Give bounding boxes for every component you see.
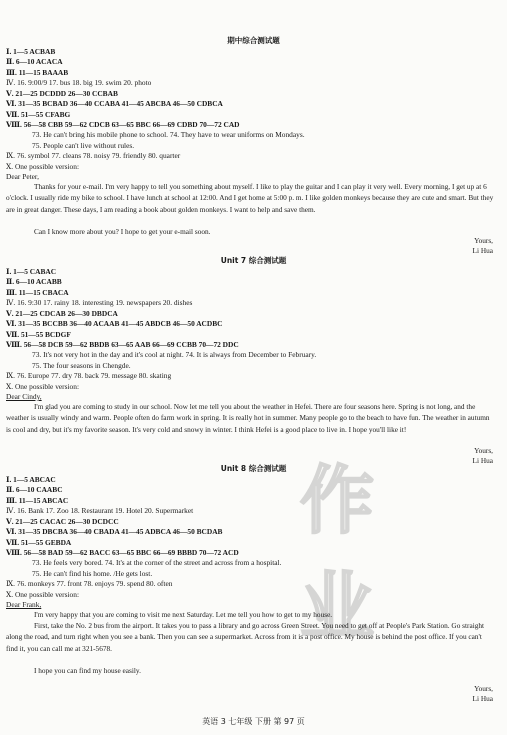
midterm-letter-yours: Yours, — [474, 236, 493, 245]
unit8-part-10: Ⅹ. One possible version: — [6, 590, 80, 599]
midterm-letter-body: Thanks for your e-mail. I'm very happy to tell you something about myself. I like to play the guitar and I can play it very well. Every morning, I get up at 6 o'clock. I usually ride my bike to school. I have lunch at school at 12:00. And I get home at 5:00 p. m. I like golden monkeys because they are cute and smart. But they are in great danger. These days, I am reading a book about golden monkeys. I want to help and save them. — [6, 182, 494, 214]
page-footer: 英语 3 七年级 下册 第 97 页 — [202, 717, 305, 726]
unit7-letter-body: I'm glad you are coming to study in our school. Now let me tell you about the weather in Hefei. There are four seasons here. Spring is not long, and the weather is usually windy and warm. People often do farm work in spring. It is really hot in summer. Many people go to the beach to have fun. The weather in autumn is cool and dry, but it's my favorite season. It's very cold and snowy in winter. I think Hefei is a good place to live in. I hope you'll like it! — [6, 402, 490, 434]
unit8-letter-yours: Yours, — [474, 684, 493, 693]
unit7-letter-signature: Li Hua — [472, 456, 493, 465]
midterm-part-2: Ⅱ. 6—10 ACACA — [6, 57, 63, 66]
unit7-part-4: Ⅳ. 16. 9:30 17. rainy 18. interesting 19. newspapers 20. dishes — [6, 298, 193, 307]
midterm-part-1: Ⅰ. 1—5 ACBAB — [6, 47, 56, 56]
unit8-part-3: Ⅲ. 11—15 ABCAC — [6, 496, 69, 505]
unit8-part-2: Ⅱ. 6—10 CAABC — [6, 485, 63, 494]
midterm-part-5: Ⅴ. 21—25 DCDDD 26—30 CCBAB — [6, 89, 118, 98]
unit7-part-7: Ⅶ. 51—55 BCDGF — [6, 330, 71, 339]
unit7-answer-73-74: 73. It's not very hot in the day and it's cool at night. 74. It is always from December to February. — [32, 350, 317, 359]
midterm-answer-73-74: 73. He can't bring his mobile phone to school. 74. They have to wear uniforms on Mondays. — [32, 130, 305, 139]
midterm-letter-closing-line: Can I know more about you? I hope to get your e-mail soon. — [34, 227, 211, 236]
midterm-letter-signature: Li Hua — [472, 246, 493, 255]
unit7-title: Unit 7 综合测试题 — [220, 256, 287, 265]
unit7-part-3: Ⅲ. 11—15 CBACA — [6, 288, 69, 297]
unit7-part-10: Ⅹ. One possible version: — [6, 382, 80, 391]
midterm-part-4: Ⅳ. 16. 9:00/9 17. bus 18. big 19. swim 20. photo — [6, 78, 152, 87]
unit8-answer-73-74: 73. He feels very bored. 74. It's at the corner of the street and across from a hospital. — [32, 558, 282, 567]
unit8-part-6: Ⅵ. 31—35 DBCBA 36—40 CBADA 41—45 ADBCA 46—50 BCDAB — [6, 527, 223, 536]
midterm-part-7: Ⅶ. 51—55 CFABG — [6, 110, 71, 119]
unit8-title: Unit 8 综合测试题 — [220, 464, 287, 473]
unit8-part-9: Ⅸ. 76. monkeys 77. front 78. enjoys 79. spend 80. often — [6, 579, 173, 588]
unit8-letter-closing-line: I hope you can find my house easily. — [34, 666, 141, 675]
unit8-part-4: Ⅳ. 16. Bank 17. Zoo 18. Restaurant 19. Hotel 20. Supermarket — [6, 506, 194, 515]
midterm-title: 期中综合测试题 — [227, 36, 280, 45]
unit7-part-8: Ⅷ. 56—58 DCB 59—62 BBDB 63—65 AAB 66—69 CCBB 70—72 DDC — [6, 340, 239, 349]
unit7-part-6: Ⅵ. 31—35 BCCBB 36—40 ACAAB 41—45 ABDCB 46—50 ACDBC — [6, 319, 223, 328]
midterm-part-9: Ⅸ. 76. symbol 77. cleans 78. noisy 79. friendly 80. quarter — [6, 151, 181, 160]
midterm-part-10: Ⅹ. One possible version: — [6, 162, 80, 171]
watermark-text: 作业 — [300, 458, 380, 650]
unit7-part-9: Ⅸ. 76. Europe 77. dry 78. back 79. message 80. skating — [6, 371, 172, 380]
unit8-letter-signature: Li Hua — [472, 694, 493, 703]
unit8-part-1: Ⅰ. 1—5 ABCAC — [6, 475, 56, 484]
midterm-part-3: Ⅲ. 11—15 BAAAB — [6, 68, 69, 77]
midterm-answer-75: 75. People can't live without rules. — [32, 141, 135, 150]
unit7-part-2: Ⅱ. 6—10 ACABB — [6, 277, 62, 286]
midterm-part-6: Ⅵ. 31—35 BCBAD 36—40 CCABA 41—45 ABCBA 46—50 CDBCA — [6, 99, 223, 108]
unit8-letter-directions: First, take the No. 2 bus from the airport. It takes you to pass a library and go across Green Street. You need to get off at People's Park Station. Go straight along the road, and turn right when you see a bank. Then you can see a supermarket. Across from it is a post office. My house is behind the post office. If you can't find it, you can call me at 321-5678. — [6, 621, 485, 653]
unit8-letter-salutation: Dear Frank, — [6, 600, 42, 609]
unit7-answer-75: 75. The four seasons in Chengde. — [32, 361, 131, 370]
midterm-part-8: Ⅷ. 56—58 CBB 59—62 CDCB 63—65 BBC 66—69 CDBD 70—72 CAD — [6, 120, 240, 129]
watermark-logo — [300, 442, 450, 650]
unit7-letter-yours: Yours, — [474, 446, 493, 455]
unit8-part-8: Ⅷ. 56—58 BAD 59—62 BACC 63—65 BBC 66—69 BBBD 70—72 ACD — [6, 548, 239, 557]
unit7-letter-salutation: Dear Cindy, — [6, 392, 42, 401]
unit8-answer-75: 75. He can't find his home. /He gets lost. — [32, 569, 153, 578]
unit7-part-5: Ⅴ. 21—25 CDCAB 26—30 DBDCA — [6, 309, 118, 318]
midterm-letter-salutation: Dear Peter, — [6, 172, 39, 181]
unit8-part-7: Ⅶ. 51—55 GEBDA — [6, 538, 72, 547]
unit8-letter-intro: I'm very happy that you are coming to visit me next Saturday. Let me tell you how to get to my house. — [34, 610, 333, 619]
unit7-part-1: Ⅰ. 1—5 CABAC — [6, 267, 57, 276]
unit8-part-5: Ⅴ. 21—25 CACAC 26—30 DCDCC — [6, 517, 119, 526]
